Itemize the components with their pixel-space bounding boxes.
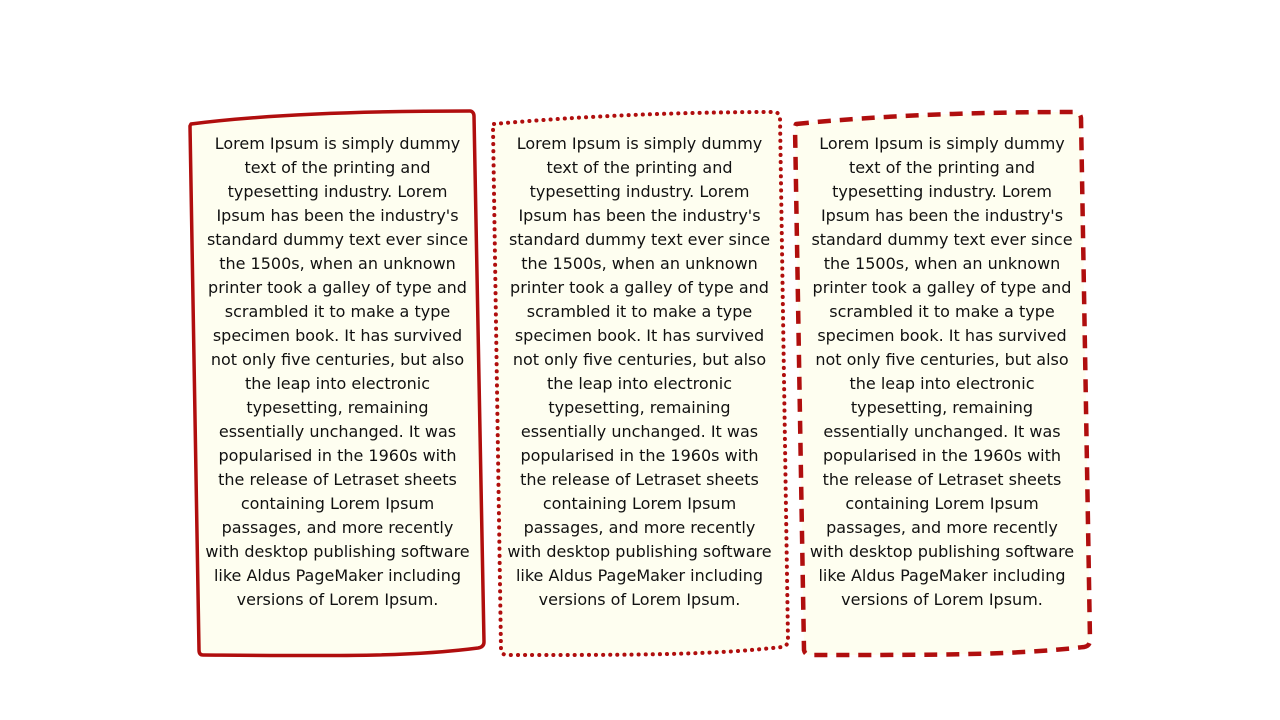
card-text: Lorem Ipsum is simply dummy text of the printing and typesetting industry. Lorem Ipsum has been the industry's standard dummy text ever since the 1500s, when an unknown printer took a galley of type and scrambled it to make a type specimen book. It has survived not only five centuries, but also the leap into electronic typesetting, remaining essentially unchanged. It was popularised in the 1960s with the release of Letraset sheets containing Lorem Ipsum passages, and more recently with desktop publishing software like Aldus PageMaker including versions of Lorem Ipsum. [205, 134, 470, 609]
card-text: Lorem Ipsum is simply dummy text of the printing and typesetting industry. Lorem Ipsum has been the industry's standard dummy text ever since the 1500s, when an unknown printer took a galley of type and scrambled it to make a type specimen book. It has survived not only five centuries, but also the leap into electronic typesetting, remaining essentially unchanged. It was popularised in the 1960s with the release of Letraset sheets containing Lorem Ipsum passages, and more recently with desktop publishing software like Aldus PageMaker including versions of Lorem Ipsum. [507, 134, 772, 609]
card-text: Lorem Ipsum is simply dummy text of the printing and typesetting industry. Lorem Ipsum has been the industry's standard dummy text ever since the 1500s, when an unknown printer took a galley of type and scrambled it to make a type specimen book. It has survived not only five centuries, but also the leap into electronic typesetting, remaining essentially unchanged. It was popularised in the 1960s with the release of Letraset sheets containing Lorem Ipsum passages, and more recently with desktop publishing software like Aldus PageMaker including versions of Lorem Ipsum. [809, 134, 1075, 609]
text-card-solid [189, 110, 486, 656]
text-card-dotted [491, 110, 790, 656]
text-card-dashed [794, 110, 1092, 656]
